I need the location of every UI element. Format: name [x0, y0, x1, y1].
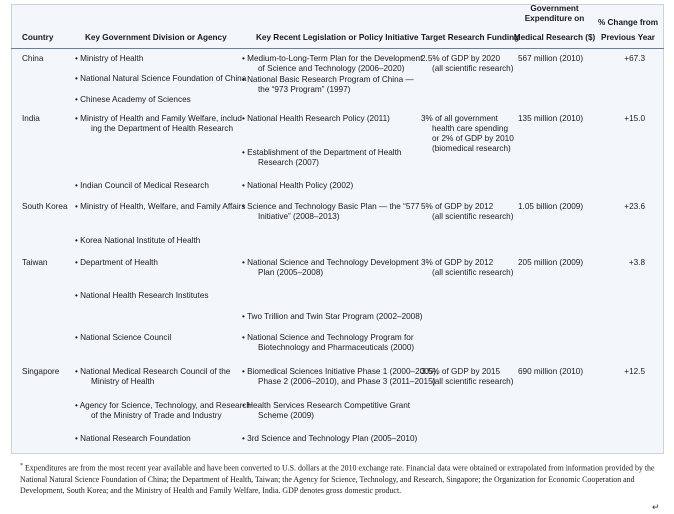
legislation-item: • National Science and Technology Program for [242, 333, 414, 342]
header-target: Target Research Funding [421, 33, 520, 42]
header-change-line2: Previous Year [600, 33, 655, 42]
change-cell: +3.8 [628, 258, 645, 267]
division-item: • National Natural Science Foundation of China [75, 74, 247, 83]
legislation-item-cont: Research (2007) [258, 158, 319, 167]
legislation-item-cont: Biotechnology and Pharmaceuticals (2000) [258, 343, 415, 352]
target-line: or 2% of GDP by 2010 [432, 134, 514, 143]
legislation-item: • National Health Research Policy (2011) [242, 114, 390, 123]
footnote-text: Expenditures are from the most recent year available and have been converted to U.S. dollars at the 2010 exchange rate. Financial data were obtained or extrapolated from information provided by the National Natural Science Foundation of China; the Department of Health, Taiwan; the Agency for Science, Technology, and Research, Singapore; the Organization for Economic Cooperation and Development, South Korea; and the Ministry of Health and Family Welfare, India. GDP denotes gross domestic product. [20, 463, 655, 496]
footnote [20, 461, 660, 497]
division-item: • National Research Foundation [75, 434, 191, 443]
division-item: • Department of Health [75, 258, 158, 267]
expenditure-cell: 205 million (2009) [518, 258, 584, 267]
country-cell: India [22, 114, 40, 123]
division-item: • National Science Council [75, 333, 172, 342]
division-item: • Agency for Science, Technology, and Research [75, 401, 251, 410]
footnote-marker: * [20, 463, 23, 469]
legislation-item-cont: Scheme (2009) [258, 411, 314, 420]
header-rule [11, 48, 664, 49]
legislation-item: • Medium-to-Long-Term Plan for the Development [242, 54, 423, 63]
target-line: 3.5% of GDP by 2015 [421, 367, 501, 376]
target-line: (all scientific research) [432, 377, 514, 386]
division-item: • Ministry of Health and Family Welfare, includ- [75, 114, 245, 123]
header-change-line1: % Change from [597, 18, 659, 27]
legislation-item-cont: Initiative” (2008–2013) [258, 212, 340, 221]
division-item: • National Health Research Institutes [75, 291, 209, 300]
legislation-item: • Health Services Research Competitive Grant [242, 401, 411, 410]
legislation-item-cont: Phase 2 (2006–2010), and Phase 3 (2011–2015) [258, 377, 436, 386]
change-cell: +15.0 [624, 114, 645, 123]
country-cell: Taiwan [22, 258, 48, 267]
target-line: 5% of GDP by 2012 [421, 202, 494, 211]
target-line: 3% of all government [421, 114, 498, 123]
legislation-item: • National Basic Research Program of China — [242, 75, 414, 84]
target-line: (all scientific research) [432, 212, 514, 221]
legislation-item-cont: of Science and Technology (2006–2020) [258, 64, 405, 73]
legislation-item: • Biomedical Sciences Initiative Phase 1 (2000–2005), [242, 367, 439, 376]
legislation-item: • National Health Policy (2002) [242, 181, 354, 190]
target-line: health care spending [432, 124, 509, 133]
division-item: • Ministry of Health, Welfare, and Family Affairs [75, 202, 246, 211]
country-cell: South Korea [22, 202, 68, 211]
target-line: 3% of GDP by 2012 [421, 258, 494, 267]
target-line: 2.5% of GDP by 2020 [421, 54, 501, 63]
division-item-cont: of the Ministry of Trade and Industry [91, 411, 222, 420]
expenditure-cell: 1.05 billion (2009) [518, 202, 584, 211]
header-division: Key Government Division or Agency [85, 33, 227, 42]
return-icon: ↵ [652, 502, 660, 512]
target-line: (all scientific research) [432, 64, 514, 73]
division-item: • National Medical Research Council of the [75, 367, 231, 376]
change-cell: +67.3 [624, 54, 645, 63]
change-cell: +23.6 [624, 202, 645, 211]
legislation-item-cont: Plan (2005–2008) [258, 268, 324, 277]
header-expenditure-line3: Medical Research ($) [513, 33, 596, 42]
change-cell: +12.5 [624, 367, 645, 376]
expenditure-cell: 567 million (2010) [518, 54, 584, 63]
division-item: • Chinese Academy of Sciences [75, 95, 191, 104]
division-item: • Ministry of Health [75, 54, 144, 63]
expenditure-cell: 690 million (2010) [518, 367, 584, 376]
legislation-item: • Two Trillion and Twin Star Program (2002–2008) [242, 312, 423, 321]
header-country: Country [22, 33, 54, 42]
country-cell: Singapore [22, 367, 60, 376]
legislation-item-cont: the “973 Program” (1997) [258, 85, 351, 94]
header-expenditure-line2: Expenditure on [524, 14, 585, 23]
legislation-item: • 3rd Science and Technology Plan (2005–2010) [242, 434, 418, 443]
division-item-cont: Ministry of Health [91, 377, 155, 386]
legislation-item: • National Science and Technology Development [242, 258, 419, 267]
header-expenditure-line1: Government [530, 4, 579, 13]
division-item: • Korea National Institute of Health [75, 236, 201, 245]
country-cell: China [22, 54, 44, 63]
division-item-cont: ing the Department of Health Research [91, 124, 233, 133]
target-line: (biomedical research) [432, 144, 511, 153]
division-item: • Indian Council of Medical Research [75, 181, 209, 190]
target-line: (all scientific research) [432, 268, 514, 277]
legislation-item: • Establishment of the Department of Health [242, 148, 402, 157]
legislation-item: • Science and Technology Basic Plan — the “577 [242, 202, 420, 211]
expenditure-cell: 135 million (2010) [518, 114, 584, 123]
header-legislation: Key Recent Legislation or Policy Initiative [256, 33, 419, 42]
